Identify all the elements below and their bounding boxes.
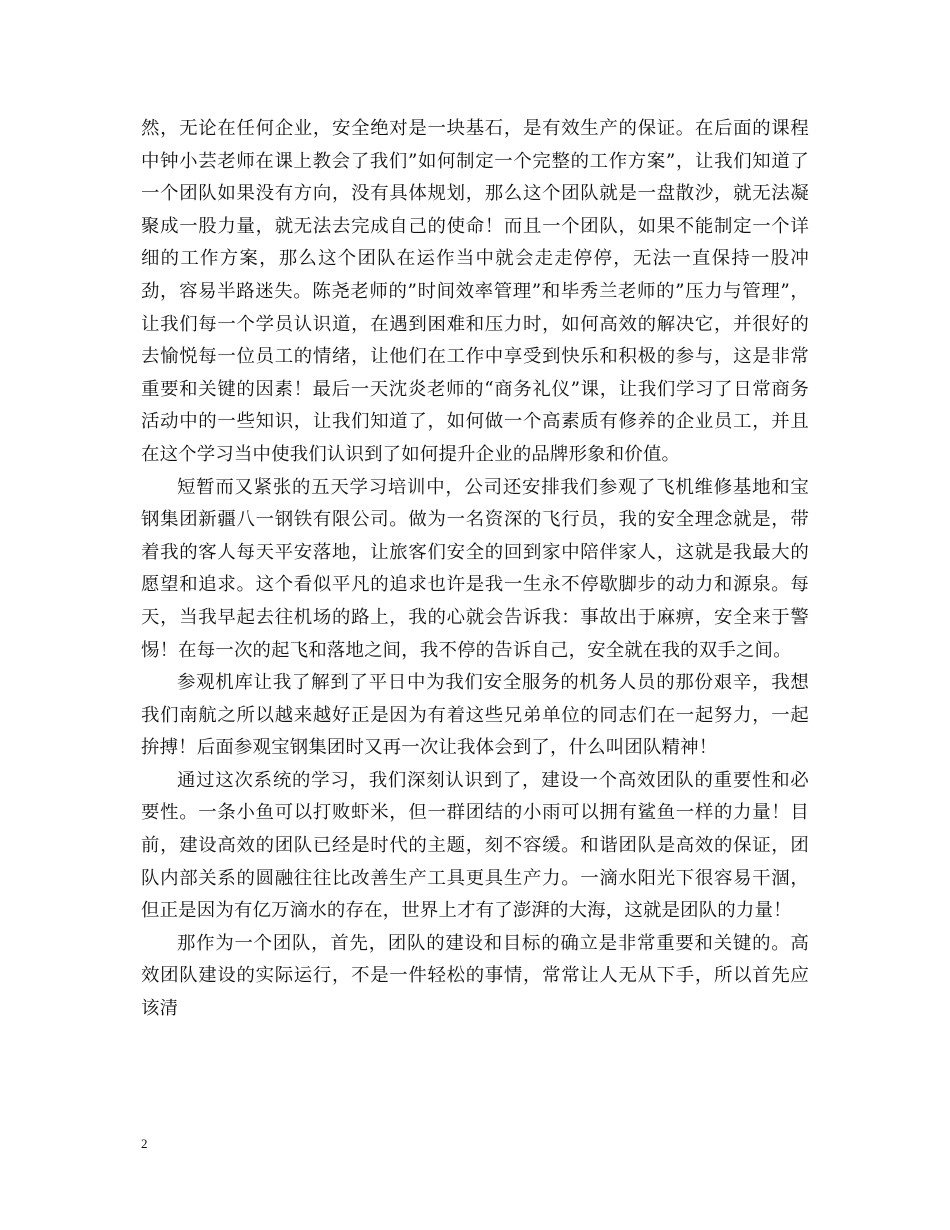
paragraph-3: 参观机库让我了解到了平日中为我们安全服务的机务人员的那份艰辛，我想我们南航之所以越来越好正是因为有着这些兄弟单位的同志们在一起努力，一起拚搏！后面参观宝钢集团时又再一次让我体会到了，什么叫团队精神！	[141, 672, 809, 759]
paragraph-1: 然，无论在任何企业，安全绝对是一块基石，是有效生产的保证。在后面的课程中钟小芸老师在课上教会了我们”如何制定一个完整的工作方案”，让我们知道了一个团队如果没有方向，没有具体规划，那么这个团队就是一盘散沙，就无法凝聚成一股力量，就无法去完成自己的使命！而且一个团队，如果不能制定一个详细的工作方案，那么这个团队在运作当中就会走走停停，无法一直保持一股冲劲，容易半路迷失。陈尧老师的”时间效率管理”和毕秀兰老师的”压力与管理”，让我们每一个学员认识道，在遇到困难和压力时，如何高效的解决它，并很好的去愉悦每一位员工的情绪，让他们在工作中享受到快乐和积极的参与，这是非常重要和关键的因素！最后一天沈炎老师的“商务礼仪”课，让我们学习了日常商务活动中的一些知识，让我们知道了，如何做一个高素质有修养的企业员工，并且在这个学习当中使我们认识到了如何提升企业的品牌形象和价值。	[141, 118, 809, 465]
document-body	[141, 113, 809, 1026]
page-number: 2	[141, 1136, 148, 1151]
paragraph-4: 通过这次系统的学习，我们深刻认识到了，建设一个高效团队的重要性和必要性。一条小鱼可以打败虾米，但一群团结的小雨可以拥有鲨鱼一样的力量！目前，建设高效的团队已经是时代的主题，刻不容缓。和谐团队是高效的保证，团队内部关系的圆融往往比改善生产工具更具生产力。一滴水阳光下很容易干涸，但正是因为有亿万滴水的存在，世界上才有了澎湃的大海，这就是团队的力量！	[141, 769, 809, 922]
paragraph-2: 短暂而又紧张的五天学习培训中，公司还安排我们参观了飞机维修基地和宝钢集团新疆八一钢铁有限公司。做为一名资深的飞行员，我的安全理念就是，带着我的客人每天平安落地，让旅客们安全的回到家中陪伴家人，这就是我最大的愿望和追求。这个看似平凡的追求也许是我一生永不停歇脚步的动力和源泉。每天，当我早起去往机场的路上，我的心就会告诉我：事故出于麻痹，安全来于警惕！在每一次的起飞和落地之间，我不停的告诉自己，安全就在我的双手之间。	[141, 476, 809, 661]
paragraph-5: 那作为一个团队，首先，团队的建设和目标的确立是非常重要和关键的。高效团队建设的实际运行，不是一件轻松的事情，常常让人无从下手，所以首先应该清	[141, 932, 809, 1020]
